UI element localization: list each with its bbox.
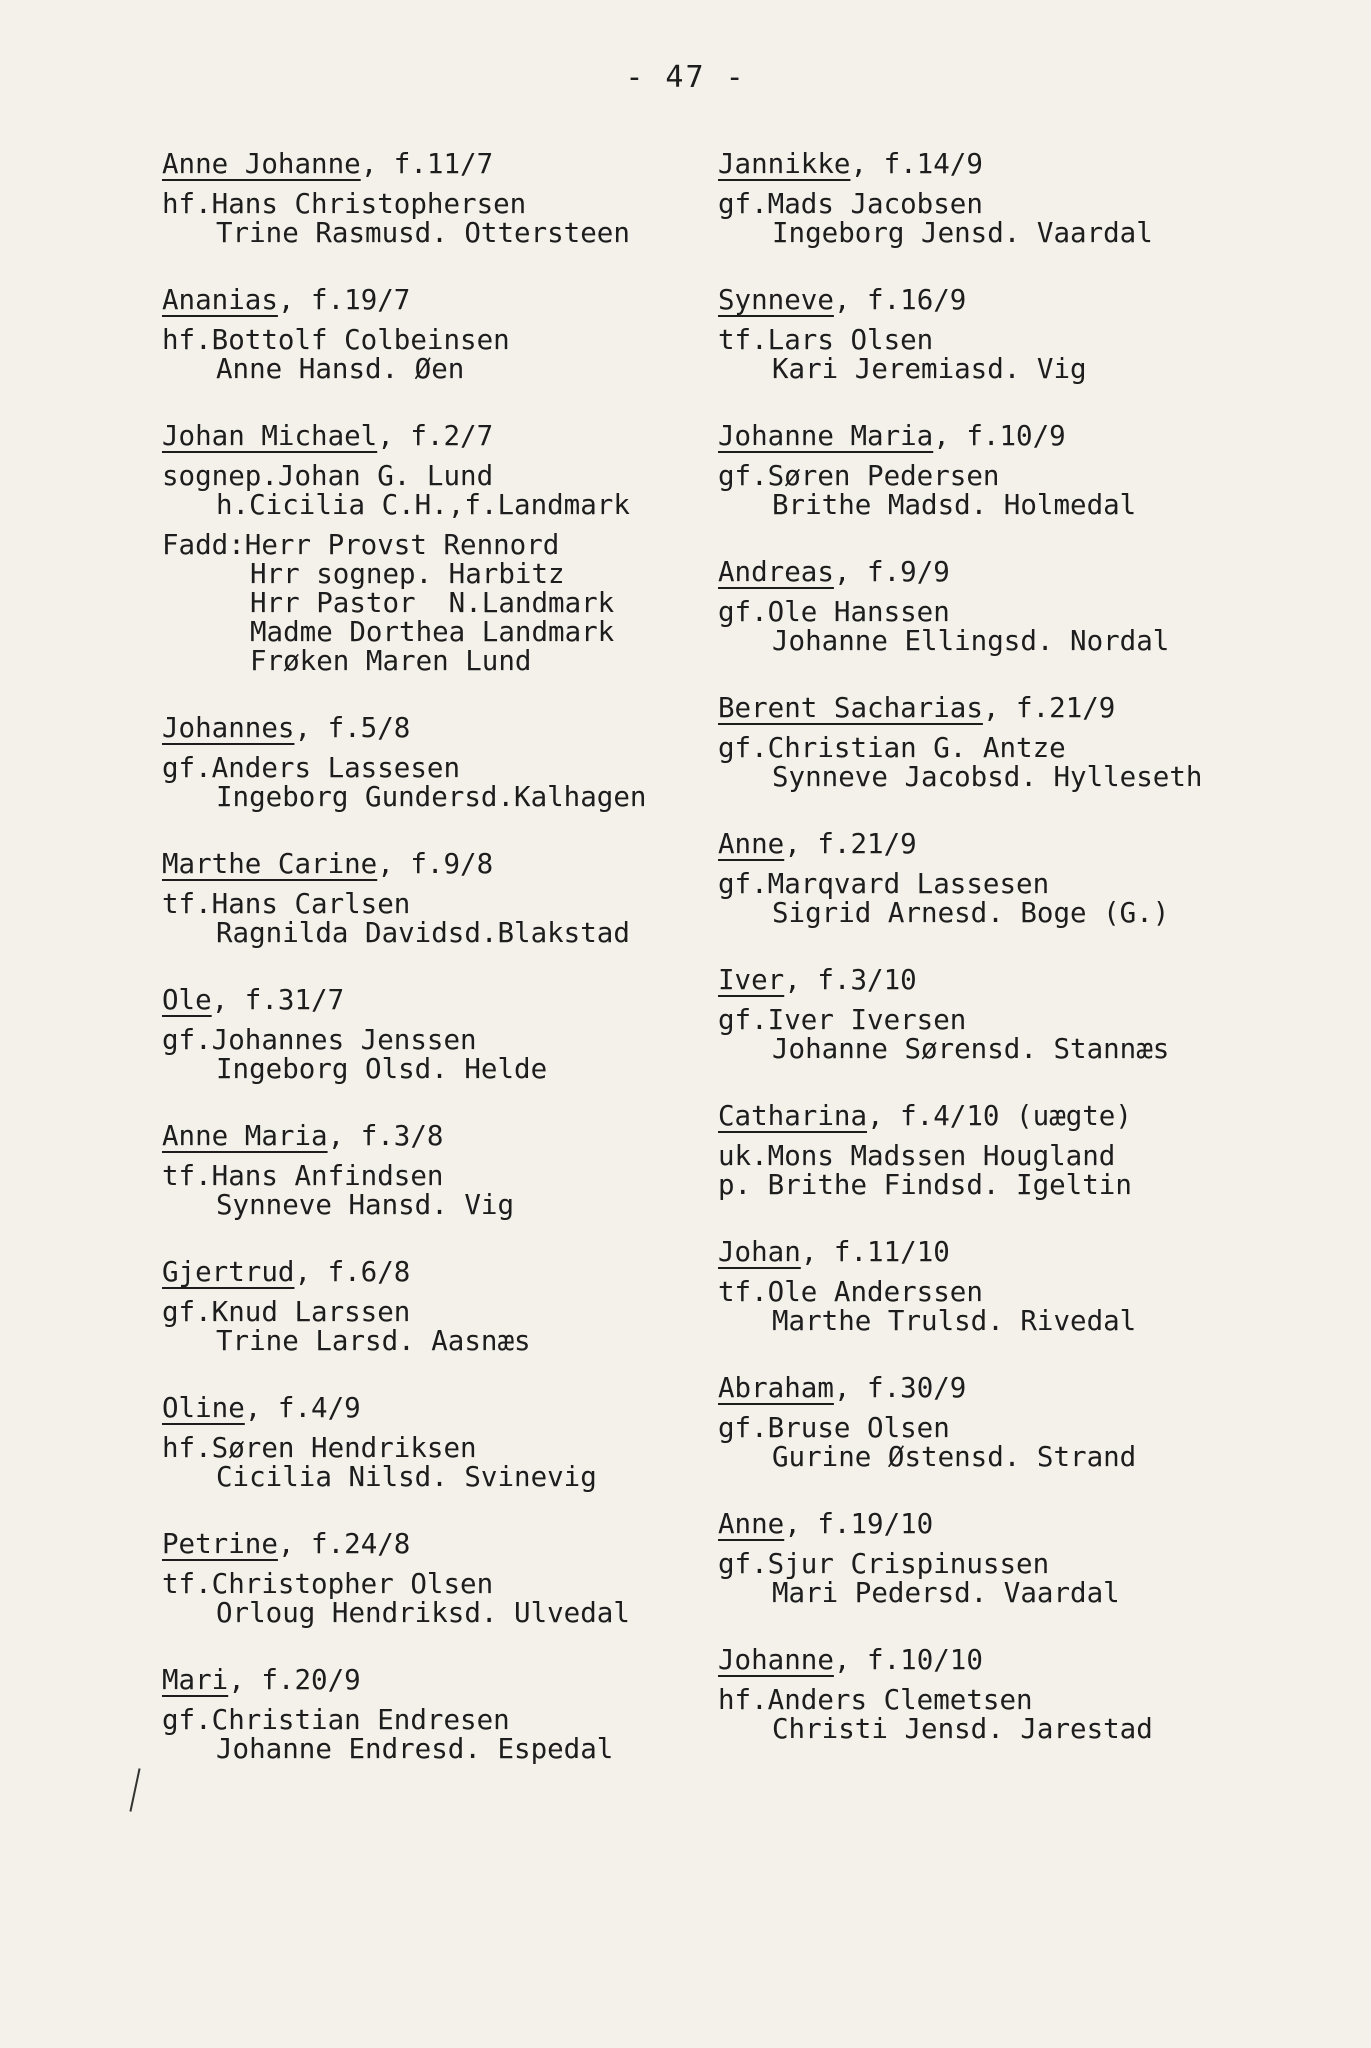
baptism-entry xyxy=(162,850,752,948)
birth-date: , f.20/9 xyxy=(228,1664,361,1696)
child-name: Anne Johanne xyxy=(162,148,361,180)
father-line: gf.Ole Hanssen xyxy=(718,596,950,628)
baptism-entry xyxy=(162,714,752,812)
entry-heading xyxy=(162,286,752,315)
father-line: gf.Iver Iversen xyxy=(718,1004,967,1036)
child-name: Anne Maria xyxy=(162,1120,328,1152)
baptism-entry xyxy=(718,694,1308,792)
mother-line: Marthe Trulsd. Rivedal xyxy=(772,1305,1137,1337)
mother-line: Mari Pedersd. Vaardal xyxy=(772,1577,1120,1609)
godparent-line: Hrr sognep. Harbitz xyxy=(250,558,565,590)
father-line: tf.Lars Olsen xyxy=(718,324,934,356)
birth-date: , f.30/9 xyxy=(833,1372,967,1404)
baptism-entry xyxy=(718,1102,1308,1200)
baptism-entry xyxy=(162,986,752,1084)
baptism-entry xyxy=(162,286,752,384)
mother-line: Synneve Hansd. Vig xyxy=(216,1189,515,1221)
child-name: Berent Sacharias xyxy=(718,692,983,724)
mother-line: Ingeborg Olsd. Helde xyxy=(216,1053,548,1085)
child-name: Catharina xyxy=(718,1100,868,1132)
entry-heading xyxy=(718,1102,1308,1131)
father-line: hf.Hans Christophersen xyxy=(162,188,527,220)
godparents-list xyxy=(162,531,752,676)
child-name: Johannes xyxy=(162,712,295,744)
mother-line: Ragnilda Davidsd.Blakstad xyxy=(216,917,630,949)
godparent-line: Fadd:Herr Provst Rennord xyxy=(162,529,560,561)
baptism-entry xyxy=(718,150,1308,248)
entry-heading xyxy=(718,1374,1308,1403)
birth-date: , f.16/9 xyxy=(833,284,967,316)
child-name: Ananias xyxy=(162,284,278,316)
margin-pencil-mark xyxy=(129,1768,140,1811)
father-line: sognep.Johan G. Lund xyxy=(162,460,494,492)
baptism-entry xyxy=(162,1394,752,1492)
child-name: Johanne Maria xyxy=(718,420,934,452)
baptism-entry xyxy=(162,1122,752,1220)
child-name: Mari xyxy=(162,1664,229,1696)
child-name: Anne xyxy=(718,1508,785,1540)
father-line: gf.Marqvard Lassesen xyxy=(718,868,1050,900)
child-name: Petrine xyxy=(162,1528,278,1560)
birth-date: , f.2/7 xyxy=(377,420,494,452)
birth-date: , f.10/10 xyxy=(833,1644,983,1676)
child-name: Johan Michael xyxy=(162,420,378,452)
baptism-entry xyxy=(718,286,1308,384)
entry-heading xyxy=(718,422,1308,451)
entry-heading xyxy=(718,1510,1308,1539)
child-name: Gjertrud xyxy=(162,1256,295,1288)
father-line: gf.Søren Pedersen xyxy=(718,460,1000,492)
mother-line: Kari Jeremiasd. Vig xyxy=(772,353,1087,385)
entry-heading xyxy=(718,830,1308,859)
entry-heading xyxy=(162,1666,752,1695)
birth-date: , f.24/8 xyxy=(277,1528,411,1560)
child-name: Oline xyxy=(162,1392,245,1424)
mother-line: Trine Larsd. Aasnæs xyxy=(216,1325,531,1357)
father-line: gf.Knud Larssen xyxy=(162,1296,411,1328)
baptism-entry xyxy=(718,558,1308,656)
baptism-entry xyxy=(718,1238,1308,1336)
entry-heading xyxy=(162,1258,752,1287)
father-line: uk.Mons Madssen Hougland xyxy=(718,1140,1116,1172)
baptism-entry xyxy=(162,150,752,248)
mother-line: Johanne Ellingsd. Nordal xyxy=(772,625,1170,657)
birth-date: , f.11/10 xyxy=(800,1236,950,1268)
godparent-line: Frøken Maren Lund xyxy=(250,645,532,677)
mother-line: Gurine Østensd. Strand xyxy=(772,1441,1137,1473)
baptism-entry xyxy=(718,966,1308,1064)
entry-heading xyxy=(162,714,752,743)
father-line: gf.Christian G. Antze xyxy=(718,732,1066,764)
mother-line: Johanne Endresd. Espedal xyxy=(216,1733,614,1765)
child-name: Marthe Carine xyxy=(162,848,378,880)
father-line: gf.Sjur Crispinussen xyxy=(718,1548,1050,1580)
entry-heading xyxy=(162,850,752,879)
entry-heading xyxy=(718,286,1308,315)
mother-line: Johanne Sørensd. Stannæs xyxy=(772,1033,1170,1065)
birth-date: , f.10/9 xyxy=(933,420,1066,452)
birth-date: , f.21/9 xyxy=(982,692,1116,724)
birth-date: , f.4/10 (uægte) xyxy=(867,1100,1132,1132)
entry-heading xyxy=(162,422,752,451)
birth-date: , f.9/8 xyxy=(377,848,494,880)
child-name: Iver xyxy=(718,964,785,996)
father-line: gf.Johannes Jenssen xyxy=(162,1024,477,1056)
godparent-line: Hrr Pastor N.Landmark xyxy=(250,587,615,619)
baptism-entry xyxy=(162,1666,752,1764)
father-line: gf.Bruse Olsen xyxy=(718,1412,950,1444)
birth-date: , f.31/7 xyxy=(211,984,345,1016)
baptism-entry xyxy=(162,1530,752,1628)
entry-heading xyxy=(162,1122,752,1151)
father-line: hf.Bottolf Colbeinsen xyxy=(162,324,510,356)
birth-date: , f.3/10 xyxy=(784,964,917,996)
baptism-entry xyxy=(718,1646,1308,1744)
mother-line: Orloug Hendriksd. Ulvedal xyxy=(216,1597,630,1629)
entry-heading xyxy=(718,1646,1308,1675)
father-line: gf.Mads Jacobsen xyxy=(718,188,983,220)
left-column xyxy=(162,150,752,1802)
entry-heading xyxy=(718,1238,1308,1267)
child-name: Anne xyxy=(718,828,785,860)
mother-line: Ingeborg Jensd. Vaardal xyxy=(772,217,1153,249)
right-column xyxy=(718,150,1308,1782)
mother-line: Synneve Jacobsd. Hylleseth xyxy=(772,761,1203,793)
child-name: Johan xyxy=(718,1236,801,1268)
entry-heading xyxy=(162,150,752,179)
father-line: hf.Søren Hendriksen xyxy=(162,1432,477,1464)
entry-heading xyxy=(718,150,1308,179)
baptism-entry xyxy=(718,1510,1308,1608)
mother-line: p. Brithe Findsd. Igeltin xyxy=(718,1169,1132,1201)
birth-date: , f.19/7 xyxy=(277,284,411,316)
birth-date: , f.14/9 xyxy=(850,148,983,180)
entry-heading xyxy=(162,1530,752,1559)
child-name: Jannikke xyxy=(718,148,851,180)
baptism-entry xyxy=(718,422,1308,520)
mother-line: Ingeborg Gundersd.Kalhagen xyxy=(216,781,647,813)
baptism-entry xyxy=(718,1374,1308,1472)
father-line: tf.Hans Carlsen xyxy=(162,888,411,920)
mother-line: Brithe Madsd. Holmedal xyxy=(772,489,1137,521)
father-line: tf.Hans Anfindsen xyxy=(162,1160,444,1192)
mother-line: Christi Jensd. Jarestad xyxy=(772,1713,1153,1745)
entry-heading xyxy=(162,986,752,1015)
baptism-entry xyxy=(718,830,1308,928)
father-line: gf.Anders Lassesen xyxy=(162,752,461,784)
baptism-entry xyxy=(162,1258,752,1356)
birth-date: , f.9/9 xyxy=(833,556,950,588)
father-line: hf.Anders Clemetsen xyxy=(718,1684,1033,1716)
child-name: Ole xyxy=(162,984,212,1016)
mother-line: h.Cicilia C.H.,f.Landmark xyxy=(216,489,630,521)
father-line: tf.Christopher Olsen xyxy=(162,1568,494,1600)
child-name: Abraham xyxy=(718,1372,834,1404)
birth-date: , f.11/7 xyxy=(360,148,494,180)
page-number: - 47 - xyxy=(625,60,746,95)
entry-heading xyxy=(718,694,1308,723)
father-line: tf.Ole Anderssen xyxy=(718,1276,983,1308)
entry-heading xyxy=(718,966,1308,995)
birth-date: , f.4/9 xyxy=(244,1392,361,1424)
entry-heading xyxy=(718,558,1308,587)
birth-date: , f.5/8 xyxy=(294,712,411,744)
child-name: Johanne xyxy=(718,1644,834,1676)
mother-line: Sigrid Arnesd. Boge (G.) xyxy=(772,897,1170,929)
mother-line: Cicilia Nilsd. Svinevig xyxy=(216,1461,597,1493)
godparent-line: Madme Dorthea Landmark xyxy=(250,616,615,648)
baptism-entry xyxy=(162,422,752,676)
child-name: Andreas xyxy=(718,556,834,588)
child-name: Synneve xyxy=(718,284,834,316)
mother-line: Trine Rasmusd. Ottersteen xyxy=(216,217,630,249)
birth-date: , f.3/8 xyxy=(327,1120,444,1152)
birth-date: , f.21/9 xyxy=(784,828,917,860)
father-line: gf.Christian Endresen xyxy=(162,1704,510,1736)
birth-date: , f.19/10 xyxy=(784,1508,934,1540)
mother-line: Anne Hansd. Øen xyxy=(216,353,465,385)
birth-date: , f.6/8 xyxy=(294,1256,411,1288)
entry-heading xyxy=(162,1394,752,1423)
